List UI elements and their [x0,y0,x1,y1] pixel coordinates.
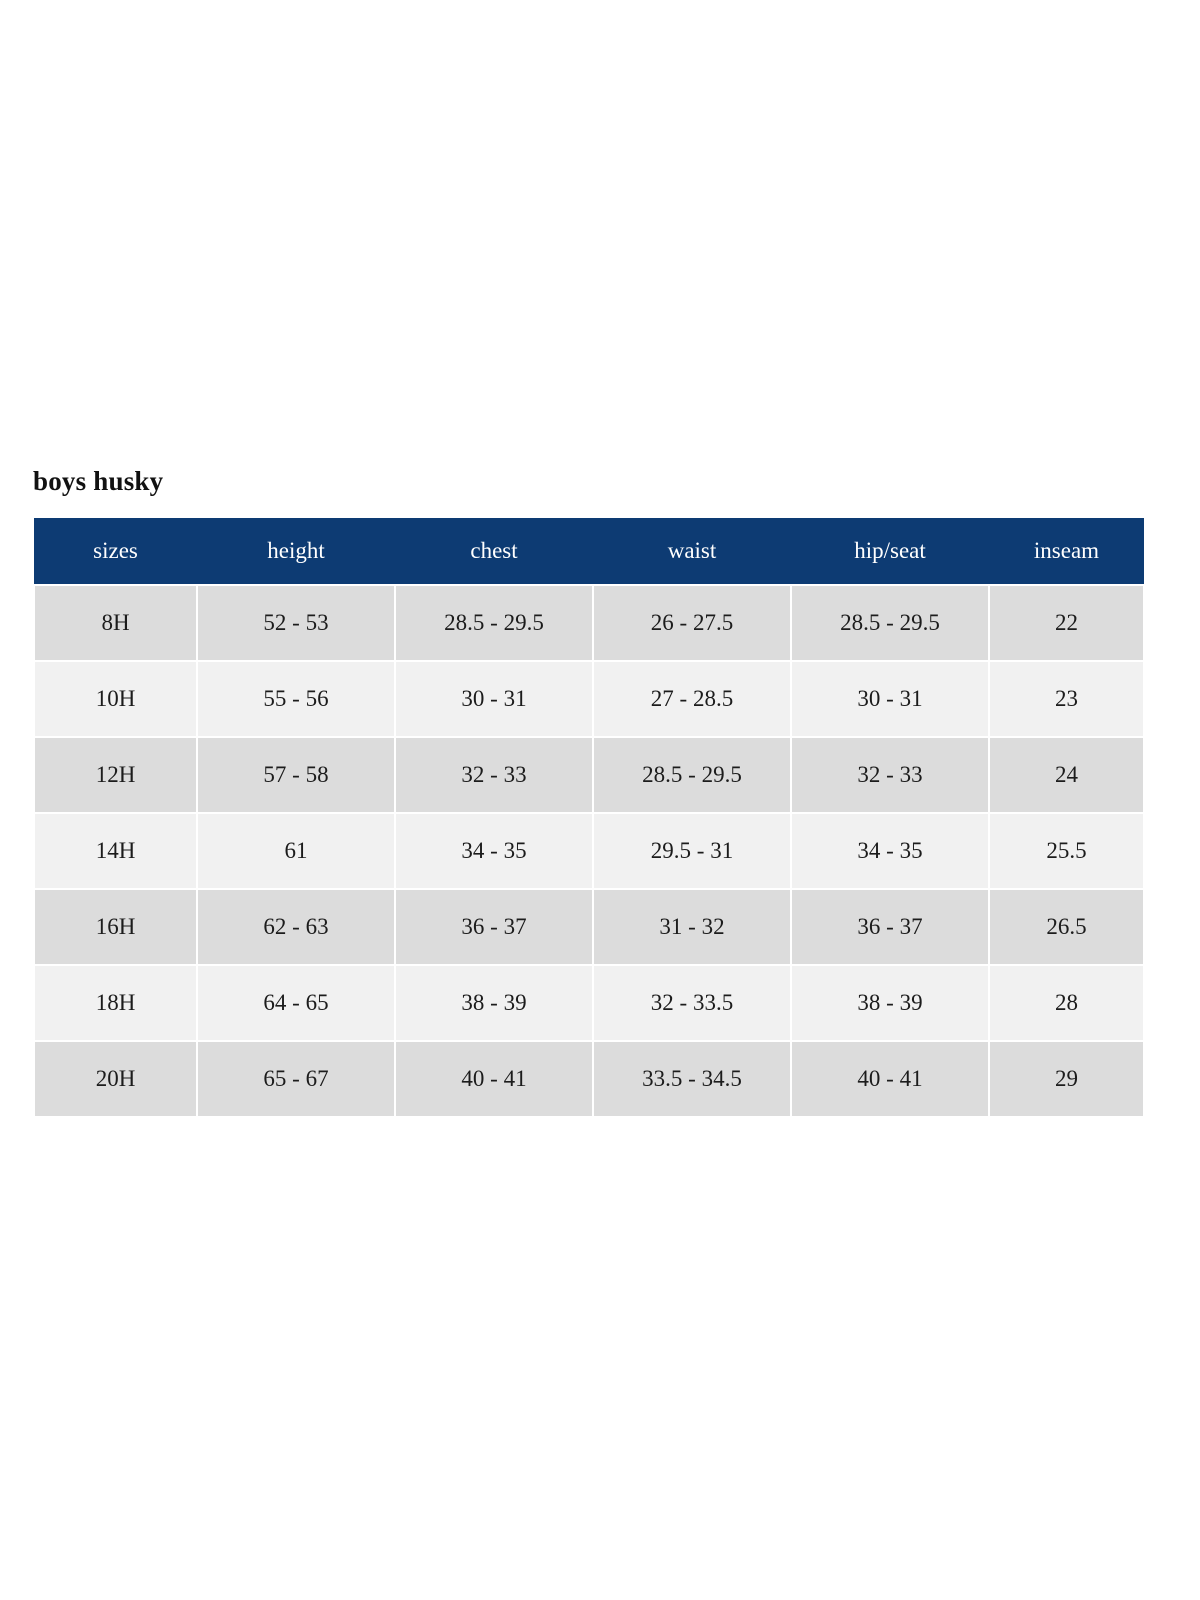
cell-inseam: 23 [989,661,1144,737]
cell-height: 64 - 65 [197,965,395,1041]
cell-chest: 30 - 31 [395,661,593,737]
column-header-waist: waist [593,518,791,585]
cell-hip-seat: 28.5 - 29.5 [791,585,989,661]
cell-chest: 32 - 33 [395,737,593,813]
cell-waist: 27 - 28.5 [593,661,791,737]
cell-inseam: 24 [989,737,1144,813]
cell-inseam: 29 [989,1041,1144,1117]
cell-waist: 29.5 - 31 [593,813,791,889]
column-header-hip-seat: hip/seat [791,518,989,585]
cell-chest: 40 - 41 [395,1041,593,1117]
cell-size: 20H [34,1041,197,1117]
cell-size: 10H [34,661,197,737]
column-header-chest: chest [395,518,593,585]
cell-chest: 36 - 37 [395,889,593,965]
cell-size: 14H [34,813,197,889]
table-body [34,585,1144,1117]
table-row [34,585,1144,661]
cell-size: 12H [34,737,197,813]
cell-inseam: 22 [989,585,1144,661]
cell-waist: 32 - 33.5 [593,965,791,1041]
column-header-inseam: inseam [989,518,1144,585]
column-header-sizes: sizes [34,518,197,585]
table-row [34,965,1144,1041]
cell-height: 65 - 67 [197,1041,395,1117]
size-chart-table [33,518,1145,1118]
cell-size: 8H [34,585,197,661]
cell-waist: 31 - 32 [593,889,791,965]
cell-inseam: 28 [989,965,1144,1041]
table-header [34,518,1144,585]
table-row [34,889,1144,965]
table-header-row [34,518,1144,585]
table-row [34,737,1144,813]
cell-hip-seat: 32 - 33 [791,737,989,813]
cell-chest: 28.5 - 29.5 [395,585,593,661]
cell-hip-seat: 40 - 41 [791,1041,989,1117]
cell-inseam: 25.5 [989,813,1144,889]
cell-chest: 34 - 35 [395,813,593,889]
cell-hip-seat: 34 - 35 [791,813,989,889]
cell-height: 57 - 58 [197,737,395,813]
cell-waist: 28.5 - 29.5 [593,737,791,813]
column-header-height: height [197,518,395,585]
cell-hip-seat: 36 - 37 [791,889,989,965]
cell-hip-seat: 30 - 31 [791,661,989,737]
cell-waist: 26 - 27.5 [593,585,791,661]
cell-height: 61 [197,813,395,889]
table-row [34,661,1144,737]
cell-size: 18H [34,965,197,1041]
cell-inseam: 26.5 [989,889,1144,965]
cell-height: 52 - 53 [197,585,395,661]
table-row [34,813,1144,889]
page-title: boys husky [33,466,164,496]
cell-waist: 33.5 - 34.5 [593,1041,791,1117]
cell-height: 55 - 56 [197,661,395,737]
table-row [34,1041,1144,1117]
cell-size: 16H [34,889,197,965]
cell-chest: 38 - 39 [395,965,593,1041]
cell-hip-seat: 38 - 39 [791,965,989,1041]
cell-height: 62 - 63 [197,889,395,965]
